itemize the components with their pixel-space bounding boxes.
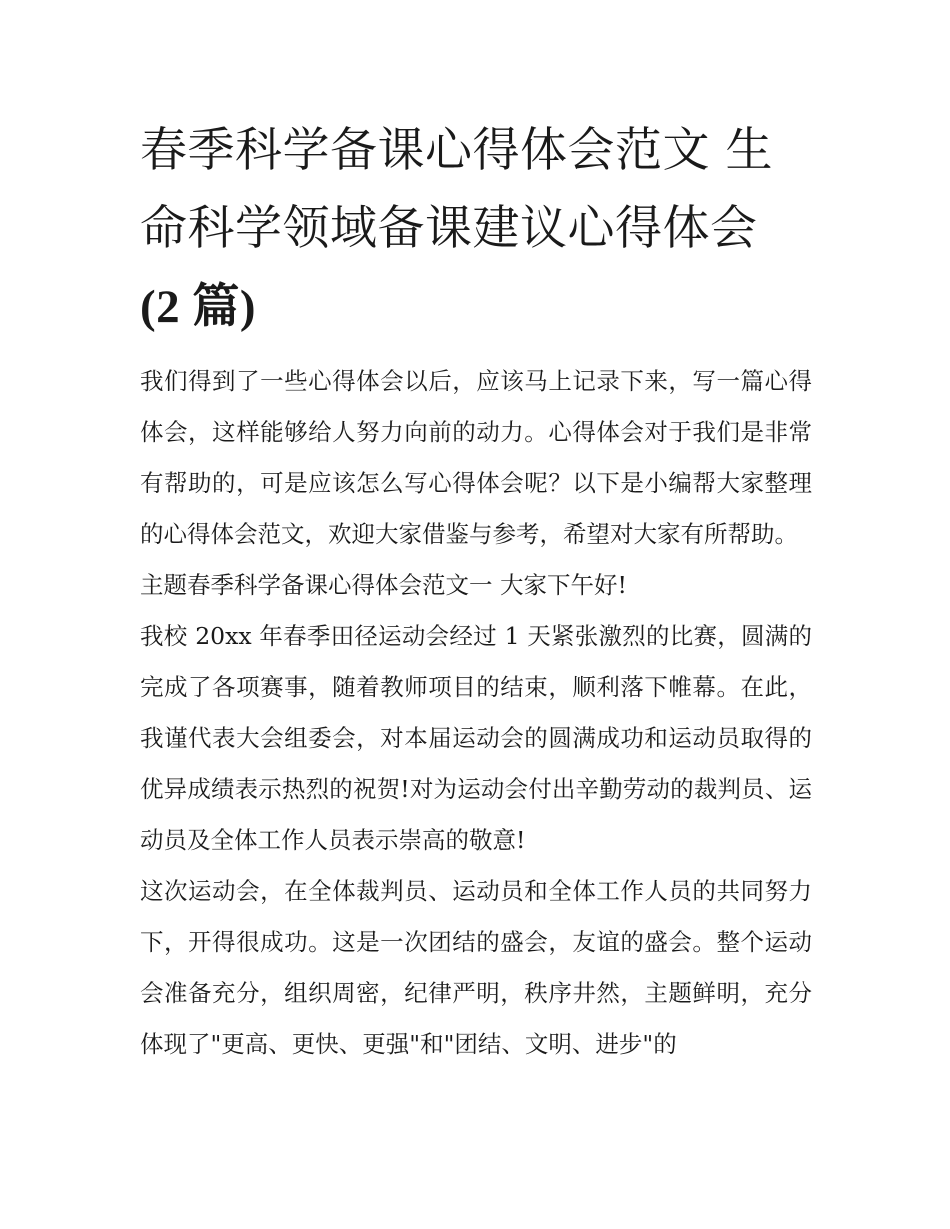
- body-paragraph-1: 我校 20xx 年春季田径运动会经过 1 天紧张激烈的比赛，圆满的完成了各项赛事，随着教师项目的结束，顺利落下帷幕。在此，我谨代表大会组委会，对本届运动会的圆满成功和运动员取得的优异成绩表示热烈的祝贺!对为运动会付出辛勤劳动的裁判员、运动员及全体工作人员表示崇高的敬意!: [140, 622, 812, 854]
- document-body: [140, 356, 812, 1070]
- document-content: [140, 112, 812, 1070]
- document-title-main: 春季科学备课心得体会范文 生命科学领域备课建议心得体会: [140, 123, 773, 256]
- body-paragraph-2: 这次运动会，在全体裁判员、运动员和全体工作人员的共同努力下，开得很成功。这是一次团结的盛会，友谊的盛会。整个运动会准备充分，组织周密，纪律严明，秩序井然，主题鲜明，充分体现了"更高、更快、更强"和"团结、文明、进步"的: [140, 877, 812, 1058]
- document-title-count: (2 篇): [140, 281, 257, 333]
- intro-paragraph: 我们得到了一些心得体会以后，应该马上记录下来，写一篇心得体会，这样能够给人努力向前的动力。心得体会对于我们是非常有帮助的，可是应该怎么写心得体会呢？以下是小编帮大家整理的心得体会范文，欢迎大家借鉴与参考，希望对大家有所帮助。: [140, 367, 812, 548]
- section-heading-paragraph: 主题春季科学备课心得体会范文一 大家下午好!: [140, 571, 627, 599]
- document-title: [140, 112, 812, 346]
